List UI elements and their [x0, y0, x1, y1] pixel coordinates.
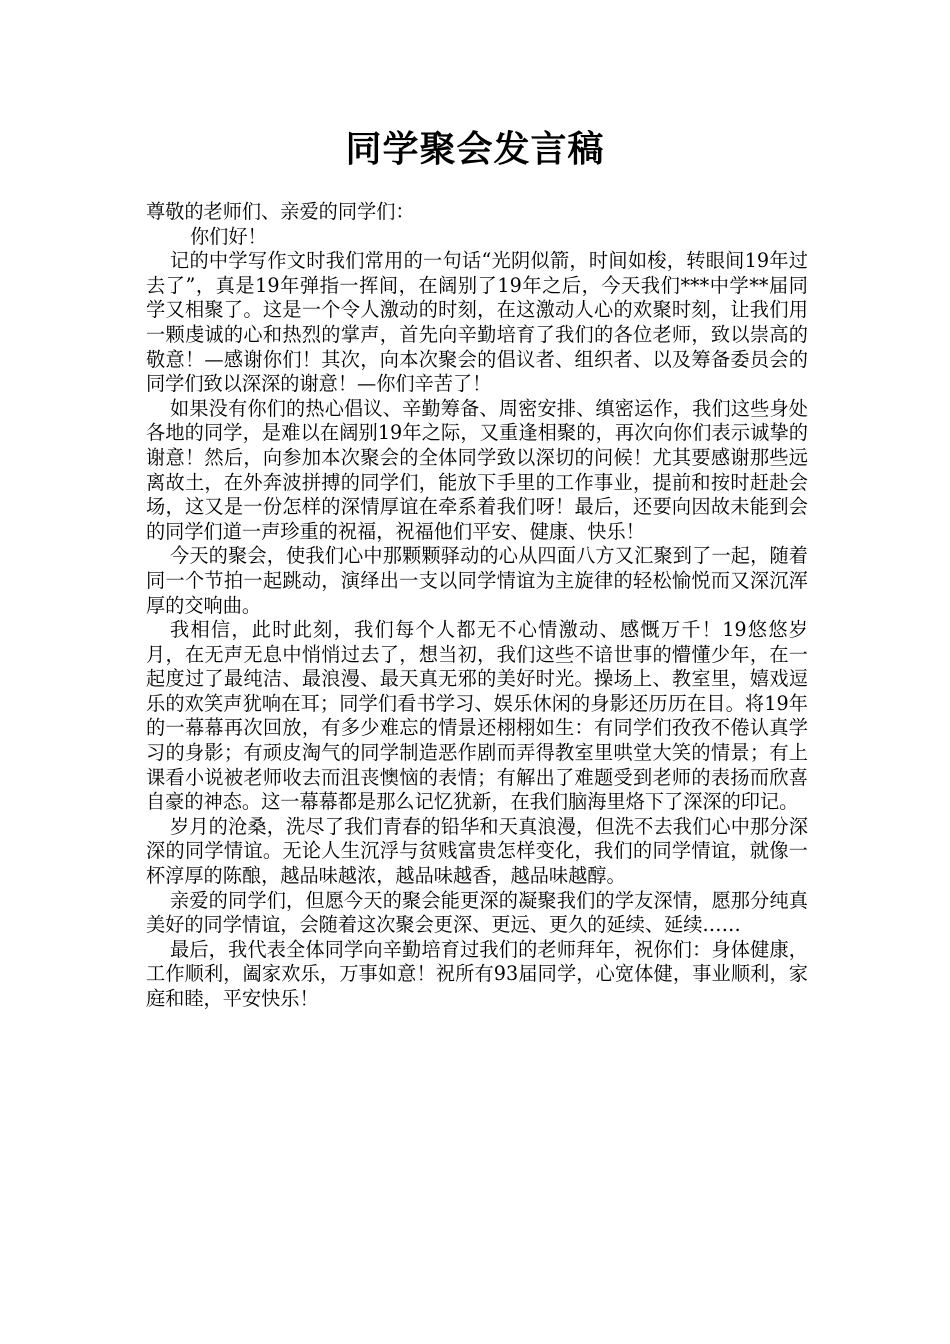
paragraph-2: 如果没有你们的热心倡议、辛勤筹备、周密安排、缜密运作，我们这些身处各地的同学，是难以在阔别19年之际，又重逢相聚的，再次向你们表示诚挚的谢意！然后，向参加本次聚会的全体同学致以深切的问候！尤其要感谢那些远离故土，在外奔波拼搏的同学们，能放下手里的工作事业，提前和按时赶赴会场，这又是一份怎样的深情厚谊在牵系着我们呀！最后，还要向因故未能到会的同学们道一声珍重的祝福，祝福他们平安、健康、快乐！: [146, 396, 808, 543]
salutation: 尊敬的老师们、亲爱的同学们：: [146, 200, 415, 223]
paragraph-4: 我相信，此时此刻，我们每个人都无不心情激动、感慨万千！19悠悠岁月，在无声无息中悄悄过去了，想当初，我们这些不谙世事的懵懂少年，在一起度过了最纯洁、最浪漫、最天真无邪的美好时光。操场上、教室里，嬉戏逗乐的欢笑声犹响在耳；同学们看书学习、娱乐休闲的身影还历历在目。将19年的一幕幕再次回放，有多少难忘的情景还栩栩如生：有同学们孜孜不倦认真学习的身影；有顽皮淘气的同学制造恶作剧而弄得教室里哄堂大笑的情景；有上课看小说被老师收去而沮丧懊恼的表情；有解出了难题受到老师的表扬而欣喜自豪的神态。这一幕幕都是那么记忆犹新，在我们脑海里烙下了深深的印记。: [146, 618, 808, 814]
paragraph-5: 岁月的沧桑，洗尽了我们青春的铅华和天真浪漫，但洗不去我们心中那分深深的同学情谊。无论人生沉浮与贫贱富贵怎样变化，我们的同学情谊，就像一杯淳厚的陈酿，越品味越浓，越品味越香，越品味越醇。: [146, 814, 808, 888]
greeting: 你们好！: [190, 224, 267, 248]
paragraph-1: 记的中学写作文时我们常用的一句话“光阴似箭，时间如梭，转眼间19年过去了”，真是19年弹指一挥间，在阔别了19年之后，今天我们***中学**届同学又相聚了。这是一个令人激动的时刻，在这激动人心的欢聚时刻，让我们用一颗虔诚的心和热烈的掌声，首先向辛勤培育了我们的各位老师，致以崇高的敬意！—感谢你们！其次，向本次聚会的倡议者、组织者、以及筹备委员会的同学们致以深深的谢意！—你们辛苦了！: [146, 249, 808, 396]
document-title: 同学聚会发言稿: [345, 129, 605, 170]
paragraph-7: 最后，我代表全体同学向辛勤培育过我们的老师拜年，祝你们：身体健康，工作顺利，阖家欢乐，万事如意！祝所有93届同学，心宽体健，事业顺利，家庭和睦，平安快乐！: [146, 937, 808, 1010]
document-body: [146, 200, 808, 1012]
paragraph-6: 亲爱的同学们，但愿今天的聚会能更深的凝聚我们的学友深情，愿那分纯真美好的同学情谊，会随着这次聚会更深、更远、更久的延续、延续……: [146, 888, 808, 937]
paragraph-3: 今天的聚会，使我们心中那颗颗驿动的心从四面八方又汇聚到了一起，随着同一个节拍一起跳动，演绎出一支以同学情谊为主旋律的轻松愉悦而又深沉浑厚的交响曲。: [146, 544, 808, 617]
